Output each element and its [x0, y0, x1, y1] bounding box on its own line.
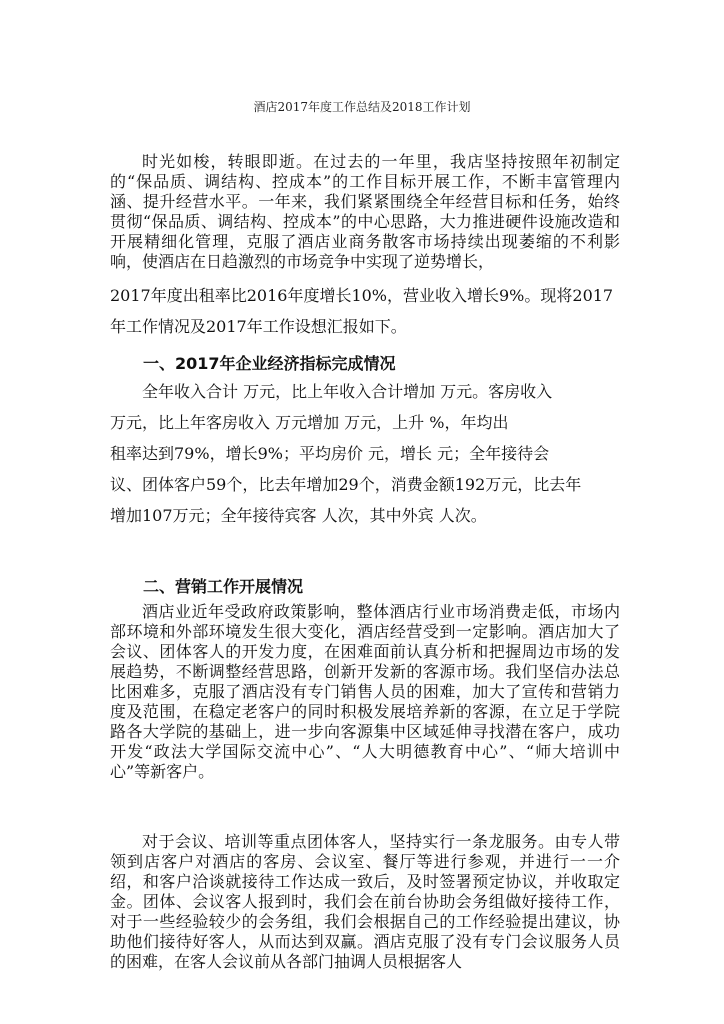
intro-tail-line: 2017年度出租率比2016年度增长10%，营业收入增长9%。现将2017 [110, 286, 614, 305]
indicators-line: 万元，比上年客房收入 万元增加 万元，上升 %，年均出 [110, 413, 509, 432]
indicators-line: 增加107万元；全年接待宾客 人次，其中外宾 人次。 [110, 506, 487, 525]
section-heading-marketing: 二、营销工作开展情况 [143, 577, 304, 596]
intro-tail [110, 280, 620, 342]
indicators-text [110, 376, 620, 531]
marketing-paragraph-1: 酒店业近年受政府政策影响，整体酒店行业市场消费走低，市场内部环境和外部环境发生很大变化，酒店经营受到一定影响。酒店加大了会议、团体客人的开发力度，在困难面前认真分析和把握周边市场的发展趋势，不断调整经营思路，创新开发新的客源市场。我们坚信办法总比困难多，克服了酒店没有专门销售人员的困难，加大了宣传和营销力度及范围，在稳定老客户的同时积极发展培养新的客源，在立足于学院路各大学院的基础上，进一步向客源集中区域延伸寻找潜在客户，成功开发“政法大学国际交流中心”、“人大明德教育中心”、“师大培训中心”等新客户。 [110, 602, 620, 781]
page-header: 酒店2017年度工作总结及2018工作计划 [253, 100, 471, 114]
intro-tail-line: 年工作情况及2017年工作设想汇报如下。 [110, 317, 407, 336]
indicators-line: 全年收入合计 万元，比上年收入合计增加 万元。客房收入 [142, 382, 553, 401]
indicators-line: 租率达到79%，增长9%；平均房价 元，增长 元；全年接待会 [110, 444, 550, 463]
intro-paragraph: 时光如梭，转眼即逝。在过去的一年里，我店坚持按照年初制定的“保品质、调结构、控成本”的工作目标开展工作，不断丰富管理内涵、提升经营水平。一年来，我们紧紧围绕全年经营目标和任务，始终贯彻“保品质、调结构、控成本”的中心思路，大力推进硬件设施改造和开展精细化管理，克服了酒店业商务散客市场持续出现萎缩的不利影响，使酒店在日趋激烈的市场竞争中实现了逆势增长， [110, 152, 620, 271]
indicators-line: 议、团体客户59个，比去年增加29个，消费金额192万元，比去年 [110, 475, 582, 494]
section-heading-indicators: 一、2017年企业经济指标完成情况 [143, 354, 396, 373]
marketing-paragraph-2: 对于会议、培训等重点团体客人，坚持实行一条龙服务。由专人带领到店客户对酒店的客房、会议室、餐厅等进行参观，并进行一一介绍，和客户洽谈就接待工作达成一致后，及时签署预定协议，并收取定金。团体、会议客人报到时，我们会在前台协助会务组做好接待工作，对于一些经验较少的会务组，我们会根据自己的工作经验提出建议，协助他们接待好客人，从而达到双赢。酒店克服了没有专门会议服务人员的困难，在客人会议前从各部门抽调人员根据客人 [110, 832, 620, 971]
